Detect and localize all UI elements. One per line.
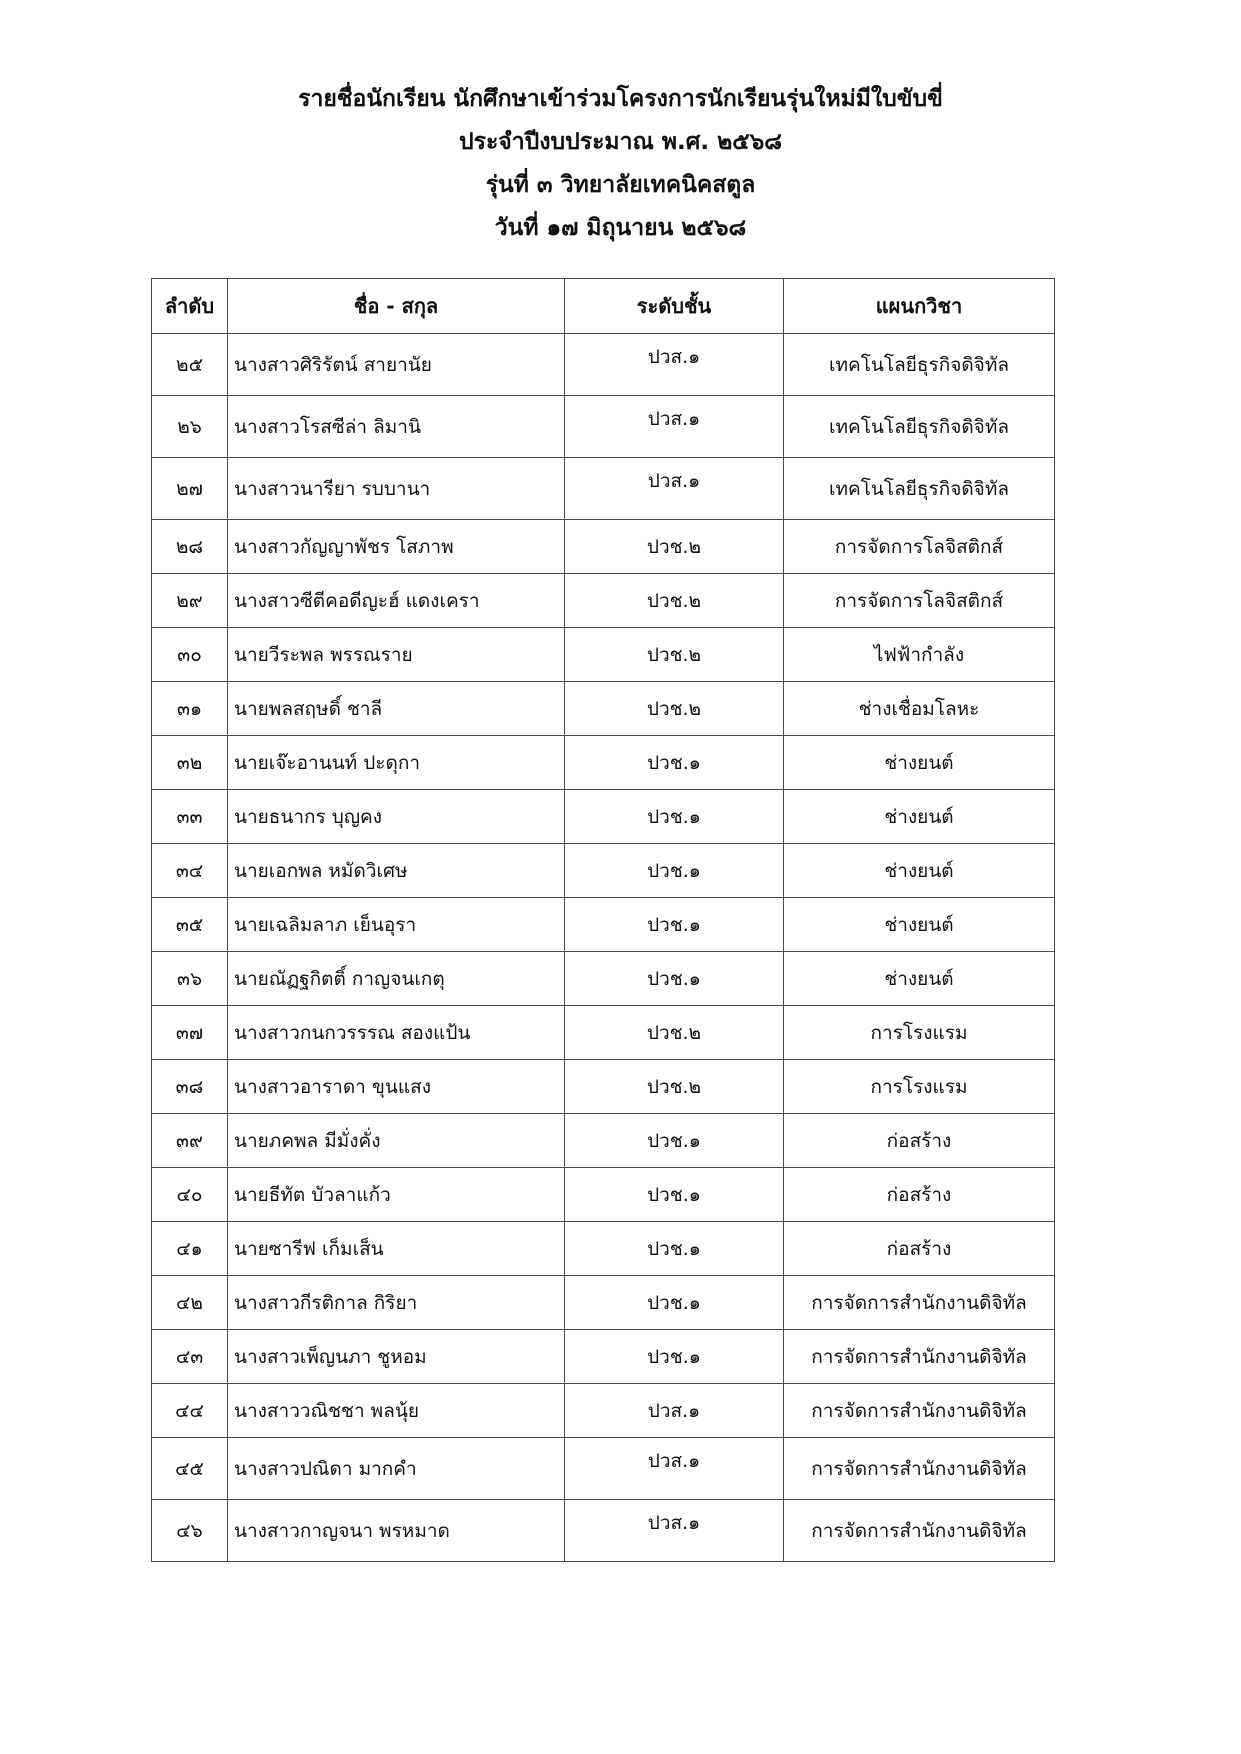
table-row — [152, 1384, 1055, 1438]
table-row — [152, 790, 1055, 844]
student-roster-table — [151, 278, 1055, 1562]
department-name: เทคโนโลยีธุรกิจดิจิทัล — [784, 334, 1055, 396]
row-number: ๒๘ — [152, 520, 228, 574]
department-name: ไฟฟ้ากำลัง — [784, 628, 1055, 682]
table-row — [152, 1168, 1055, 1222]
row-number: ๔๖ — [152, 1500, 228, 1562]
class-level: ปวช.๑ — [565, 736, 784, 790]
student-name: นายพลสฤษดิ์ ชาลี — [228, 682, 565, 736]
row-number: ๓๒ — [152, 736, 228, 790]
table-row — [152, 1006, 1055, 1060]
class-level: ปวส.๑ — [565, 1438, 784, 1500]
student-name: นางสาวกัญญาพัชร โสภาพ — [228, 520, 565, 574]
class-level: ปวส.๑ — [565, 334, 784, 396]
row-number: ๔๐ — [152, 1168, 228, 1222]
student-name: นายวีระพล พรรณราย — [228, 628, 565, 682]
row-number: ๒๙ — [152, 574, 228, 628]
department-name: การจัดการสำนักงานดิจิทัล — [784, 1384, 1055, 1438]
student-name: นางสาวนารียา รบบานา — [228, 458, 565, 520]
row-number: ๓๐ — [152, 628, 228, 682]
class-level: ปวส.๑ — [565, 396, 784, 458]
student-name: นายเจ๊ะอานนท์ ปะดุกา — [228, 736, 565, 790]
table-row — [152, 628, 1055, 682]
table-body — [152, 334, 1055, 1562]
table-row — [152, 1222, 1055, 1276]
table-row — [152, 1060, 1055, 1114]
table-row — [152, 1330, 1055, 1384]
department-name: ก่อสร้าง — [784, 1168, 1055, 1222]
row-number: ๔๔ — [152, 1384, 228, 1438]
department-name: ช่างยนต์ — [784, 844, 1055, 898]
row-number: ๔๓ — [152, 1330, 228, 1384]
class-level: ปวช.๑ — [565, 844, 784, 898]
department-name: ก่อสร้าง — [784, 1222, 1055, 1276]
row-number: ๒๕ — [152, 334, 228, 396]
row-number: ๔๕ — [152, 1438, 228, 1500]
event-date: วันที่ ๑๗ มิถุนายน ๒๕๖๘ — [494, 215, 747, 241]
department-name: ช่างยนต์ — [784, 790, 1055, 844]
class-level: ปวส.๑ — [565, 1384, 784, 1438]
row-number: ๒๖ — [152, 396, 228, 458]
row-number: ๔๒ — [152, 1276, 228, 1330]
department-name: การจัดการโลจิสติกส์ — [784, 520, 1055, 574]
table-row — [152, 1500, 1055, 1562]
department-name: ช่างยนต์ — [784, 736, 1055, 790]
table-row — [152, 736, 1055, 790]
table-row — [152, 682, 1055, 736]
column-header-name: ชื่อ - สกุล — [228, 279, 565, 334]
department-name: การโรงแรม — [784, 1060, 1055, 1114]
class-level: ปวช.๑ — [565, 1222, 784, 1276]
student-name: นายณัฏฐกิตติ์ กาญจนเกตุ — [228, 952, 565, 1006]
column-header-department: แผนกวิชา — [784, 279, 1055, 334]
table-row — [152, 520, 1055, 574]
class-level: ปวช.๒ — [565, 1060, 784, 1114]
batch-and-college: รุ่นที่ ๓ วิทยาลัยเทคนิคสตูล — [485, 172, 756, 198]
department-name: การโรงแรม — [784, 1006, 1055, 1060]
row-number: ๓๕ — [152, 898, 228, 952]
fiscal-year: ประจำปีงบประมาณ พ.ศ. ๒๕๖๘ — [458, 129, 782, 155]
row-number: ๓๙ — [152, 1114, 228, 1168]
department-name: ช่างยนต์ — [784, 952, 1055, 1006]
student-name: นายซารีฟ เก็มเส็น — [228, 1222, 565, 1276]
department-name: เทคโนโลยีธุรกิจดิจิทัล — [784, 458, 1055, 520]
row-number: ๓๓ — [152, 790, 228, 844]
student-name: นางสาวโรสซีล่า ลิมานิ — [228, 396, 565, 458]
department-name: ช่างยนต์ — [784, 898, 1055, 952]
student-name: นายธีทัต บัวลาแก้ว — [228, 1168, 565, 1222]
row-number: ๓๖ — [152, 952, 228, 1006]
row-number: ๓๔ — [152, 844, 228, 898]
department-name: การจัดการสำนักงานดิจิทัล — [784, 1438, 1055, 1500]
student-name: นายเอกพล หมัดวิเศษ — [228, 844, 565, 898]
table-row — [152, 898, 1055, 952]
class-level: ปวช.๑ — [565, 898, 784, 952]
row-number: ๓๘ — [152, 1060, 228, 1114]
department-name: เทคโนโลยีธุรกิจดิจิทัล — [784, 396, 1055, 458]
student-name: นางสาวเพ็ญนภา ชูหอม — [228, 1330, 565, 1384]
class-level: ปวช.๑ — [565, 1276, 784, 1330]
class-level: ปวช.๒ — [565, 628, 784, 682]
row-number: ๒๗ — [152, 458, 228, 520]
class-level: ปวช.๑ — [565, 790, 784, 844]
table-row — [152, 844, 1055, 898]
student-name: นางสาวศิริรัตน์ สายานัย — [228, 334, 565, 396]
document-header — [0, 78, 1241, 250]
department-name: การจัดการสำนักงานดิจิทัล — [784, 1330, 1055, 1384]
student-name: นายธนากร บุญคง — [228, 790, 565, 844]
department-name: การจัดการสำนักงานดิจิทัล — [784, 1276, 1055, 1330]
student-name: นางสาวกาญจนา พรหมาด — [228, 1500, 565, 1562]
class-level: ปวช.๒ — [565, 520, 784, 574]
student-name: นายภคพล มีมั่งคั่ง — [228, 1114, 565, 1168]
department-name: ก่อสร้าง — [784, 1114, 1055, 1168]
department-name: การจัดการสำนักงานดิจิทัล — [784, 1500, 1055, 1562]
student-name: นางสาวปณิดา มากคำ — [228, 1438, 565, 1500]
document-title: รายชื่อนักเรียน นักศึกษาเข้าร่วมโครงการนักเรียนรุ่นใหม่มีใบขับขี่ — [298, 86, 943, 112]
table-row — [152, 1276, 1055, 1330]
class-level: ปวช.๑ — [565, 952, 784, 1006]
table-row — [152, 458, 1055, 520]
department-name: ช่างเชื่อมโลหะ — [784, 682, 1055, 736]
table-row — [152, 396, 1055, 458]
table-row — [152, 574, 1055, 628]
row-number: ๓๑ — [152, 682, 228, 736]
table-header-row — [152, 279, 1055, 334]
table-row — [152, 1438, 1055, 1500]
student-name: นางสาวกีรติกาล กิริยา — [228, 1276, 565, 1330]
class-level: ปวช.๑ — [565, 1114, 784, 1168]
class-level: ปวช.๒ — [565, 1006, 784, 1060]
department-name: การจัดการโลจิสติกส์ — [784, 574, 1055, 628]
class-level: ปวช.๒ — [565, 682, 784, 736]
table-row — [152, 952, 1055, 1006]
class-level: ปวช.๒ — [565, 574, 784, 628]
row-number: ๓๗ — [152, 1006, 228, 1060]
student-name: นายเฉลิมลาภ เย็นอุรา — [228, 898, 565, 952]
class-level: ปวช.๑ — [565, 1330, 784, 1384]
student-name: นางสาวกนกวรรรณ สองแป้น — [228, 1006, 565, 1060]
row-number: ๔๑ — [152, 1222, 228, 1276]
student-name: นางสาววณิชชา พลนุ้ย — [228, 1384, 565, 1438]
class-level: ปวช.๑ — [565, 1168, 784, 1222]
class-level: ปวส.๑ — [565, 1500, 784, 1562]
table-row — [152, 1114, 1055, 1168]
column-header-no: ลำดับ — [152, 279, 228, 334]
table-row — [152, 334, 1055, 396]
student-name: นางสาวซีตีคอดีญะฮ์ แดงเครา — [228, 574, 565, 628]
class-level: ปวส.๑ — [565, 458, 784, 520]
column-header-level: ระดับชั้น — [565, 279, 784, 334]
student-name: นางสาวอาราดา ขุนแสง — [228, 1060, 565, 1114]
